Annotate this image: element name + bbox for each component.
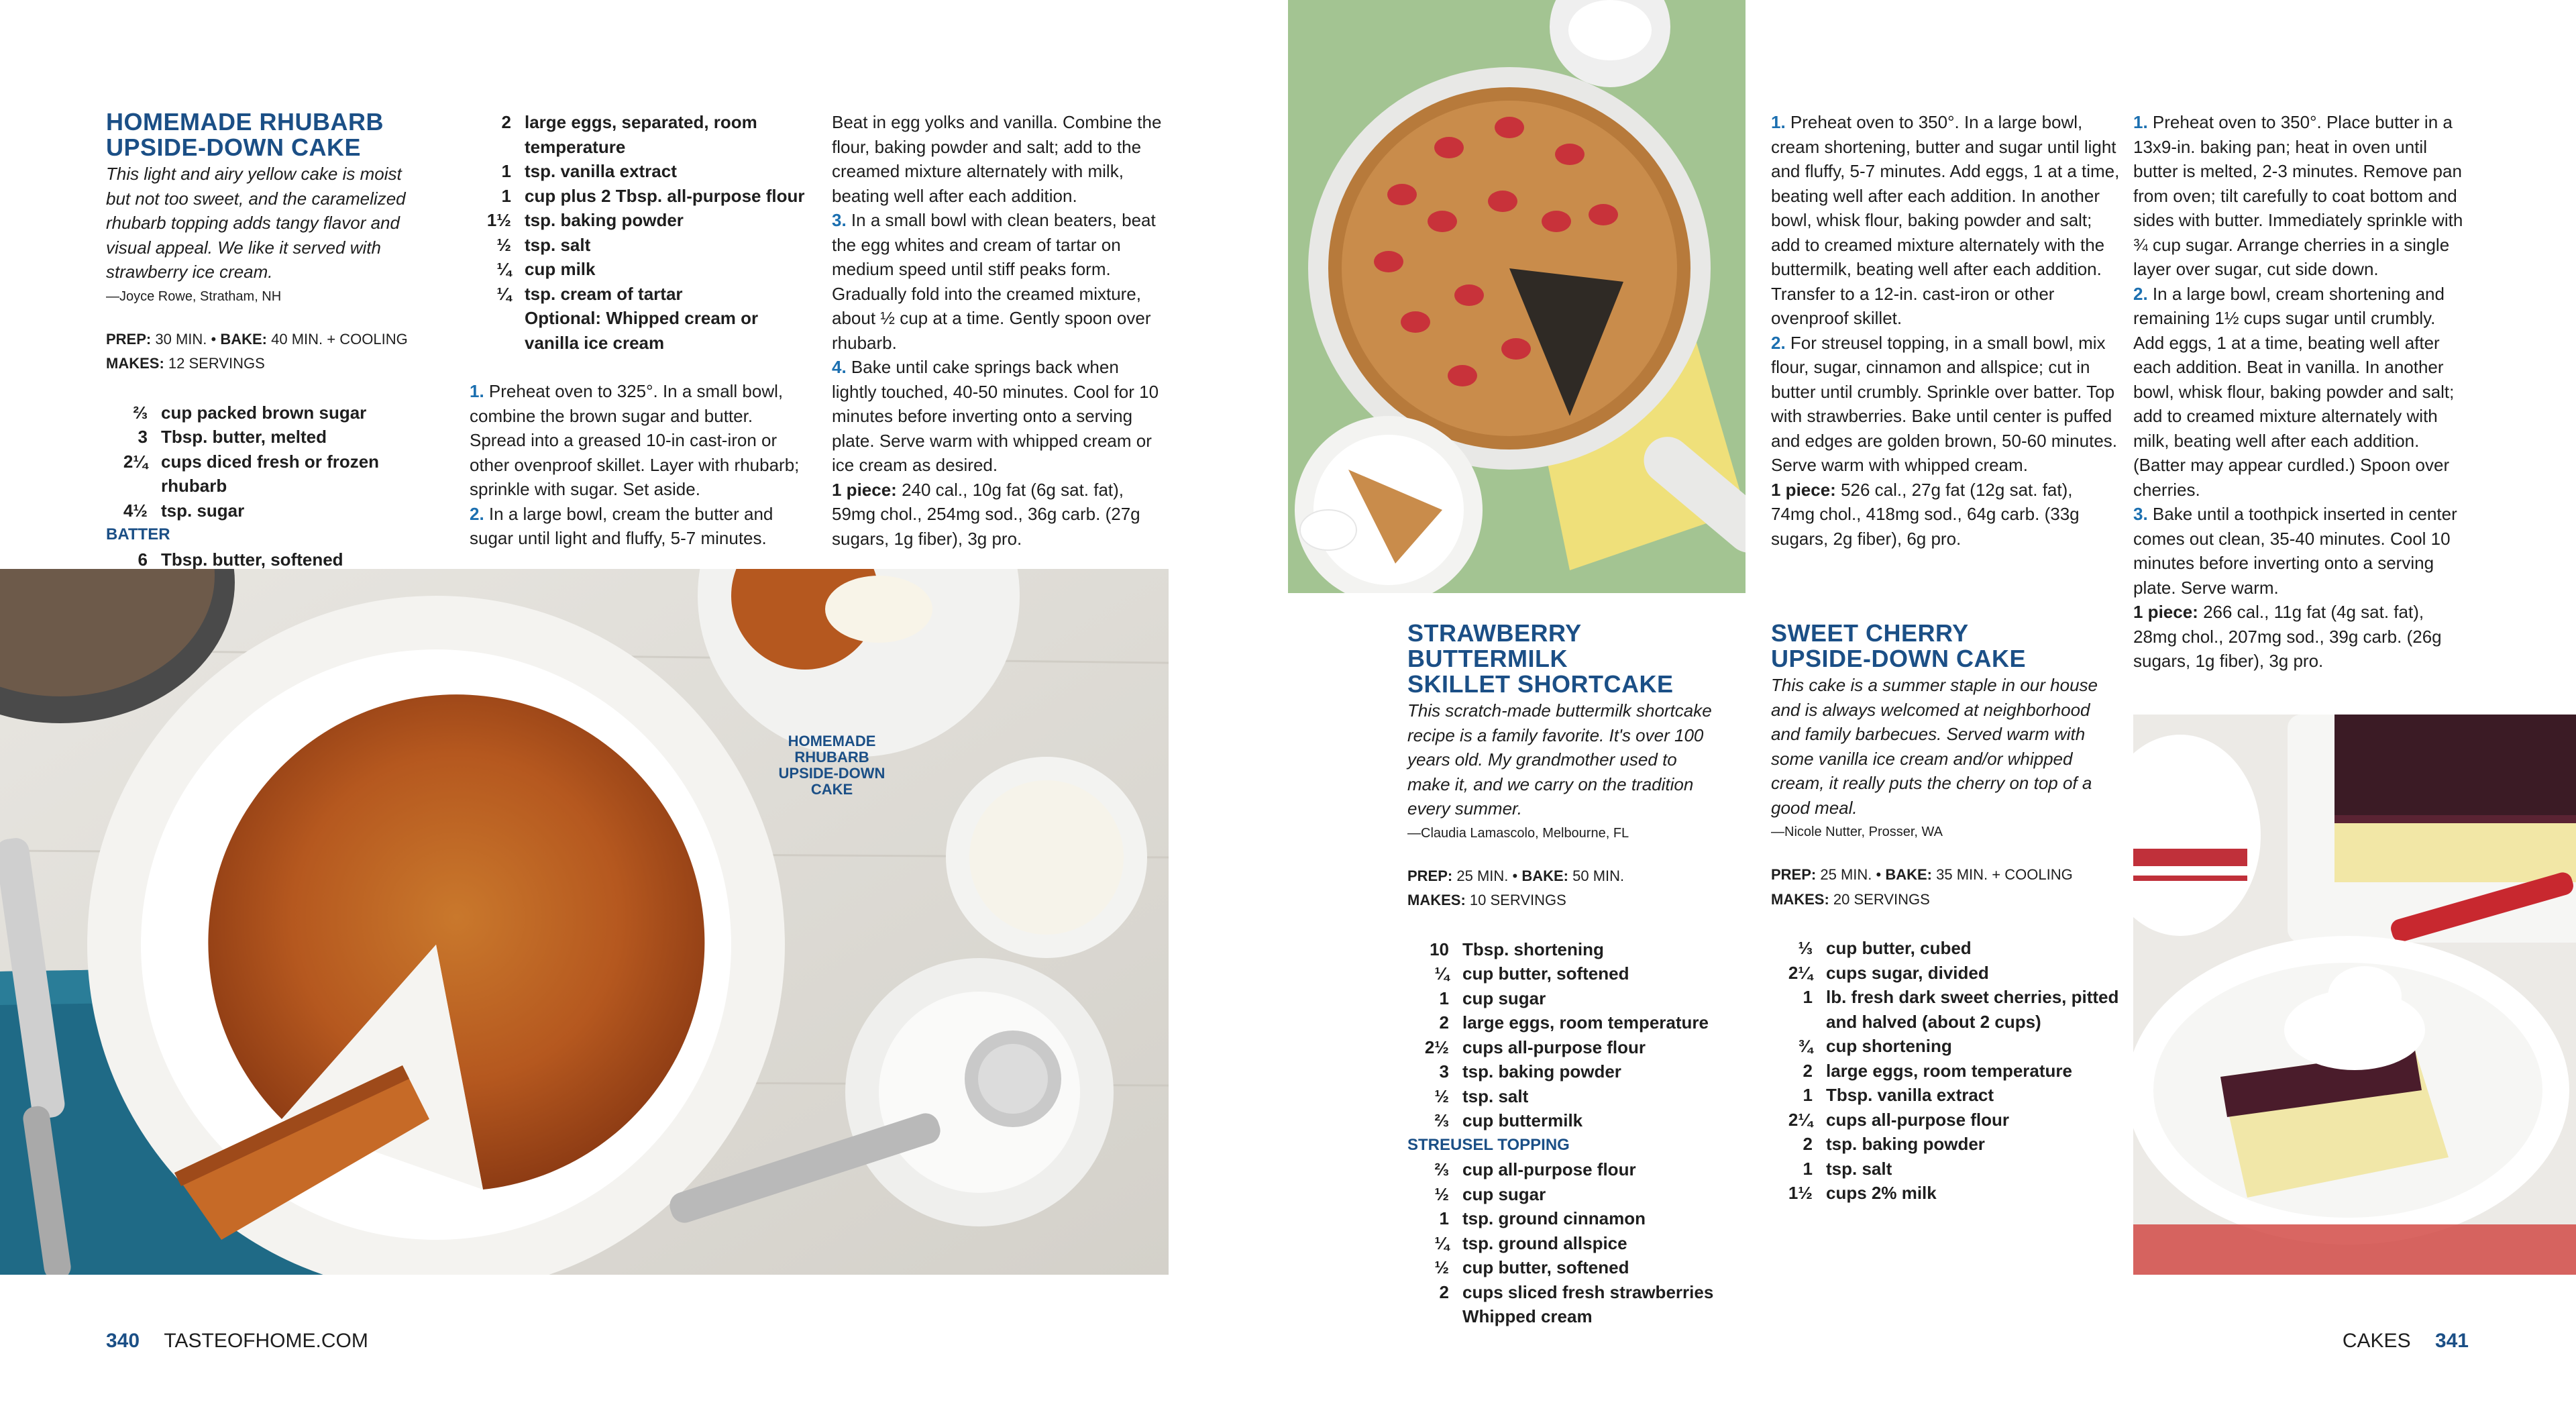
ingredient: ¼ cup butter, softened: [1434, 963, 1629, 984]
ingredient: 2 large eggs, room temperature: [1439, 1012, 1709, 1033]
right-folio: [2343, 1330, 2469, 1353]
bake-label: BAKE:: [1885, 866, 1933, 883]
rhubarb-column-2: [470, 110, 805, 551]
ingredient: 4½ tsp. sugar: [123, 500, 245, 521]
photo-caption-line-2: UPSIDE-DOWN CAKE: [778, 765, 885, 798]
left-page-number: 340: [106, 1330, 140, 1352]
ingredient: 3 Tbsp. butter, melted: [138, 427, 327, 447]
makes-label: MAKES:: [1771, 890, 1829, 908]
prep-label: PREP:: [106, 330, 152, 348]
cherry-recipe: [1771, 621, 2120, 1206]
ingredient: 6 Tbsp. butter, softened: [138, 549, 343, 570]
cherry-cake-photo-art: [2133, 715, 2576, 1275]
title-line-1: SWEET CHERRY: [1771, 619, 1969, 647]
section-name: CAKES: [2342, 1330, 2411, 1352]
rhubarb-column-3: [832, 110, 1167, 551]
rhubarb-makes: [106, 352, 415, 376]
ingredient: ⅔ cup buttermilk: [1434, 1110, 1583, 1130]
bake-label: BAKE:: [1521, 867, 1569, 884]
ingredient: ⅓ cup butter, cubed: [1798, 938, 1972, 958]
cherry-nutrition: 1 piece: 266 cal., 11g fat (4g sat. fat), 28mg chol., 207mg sod., 39g carb. (26g sugars, 1g fiber), 3g pro.: [2133, 602, 2442, 671]
ingredient: ⅔ cup packed brown sugar: [133, 402, 367, 423]
ingredient: 1 cup sugar: [1439, 988, 1546, 1008]
ingredient: 1 cup plus 2 Tbsp. all-purpose flour: [501, 185, 805, 206]
makes-value: 10 SERVINGS: [1469, 892, 1566, 908]
strawberry-prep-bake: [1407, 864, 1723, 889]
ingredient: ⅔ cup all-purpose flour: [1434, 1159, 1636, 1179]
ingredient: 1½ tsp. baking powder: [486, 210, 684, 230]
ingredient: 1 lb. fresh dark sweet cherries, pitted and halved (about 2 cups): [1803, 987, 2119, 1032]
rhubarb-cake-photo: [0, 569, 1169, 1275]
rhubarb-recipe-title: [106, 109, 415, 160]
ingredient: ½ tsp. salt: [1434, 1086, 1529, 1106]
bake-label: BAKE:: [220, 330, 268, 348]
makes-label: MAKES:: [106, 355, 164, 372]
strawberry-recipe-title: [1407, 621, 1723, 697]
cherry-prep-bake: [1771, 863, 2120, 888]
strawberry-shortcake-photo-art: [1288, 0, 1746, 593]
strawberry-step-1: 1. Preheat oven to 350°. In a large bowl, cream shortening, butter and sugar until light and fluffy, 5-7 minutes. Add eggs, 1 at a time, beating well after each addition. In another bowl, whisk flour, baking powder and salt; add to creamed mixture alternately with the buttermilk, beating well after each addition. Transfer to a 12-in. cast-iron or other ovenproof skillet.: [1771, 112, 2120, 328]
ingredient: 2 cups sliced fresh strawberries: [1439, 1281, 1714, 1302]
prep-value: 25 MIN. •: [1820, 866, 1882, 883]
prep-label: PREP:: [1771, 866, 1817, 883]
cherry-step-2: 2. In a large bowl, cream shortening and remaining 1½ cups sugar until crumbly. Add eggs, 1 at a time, beating well after each addition. Beat in vanilla. In another bowl, whisk flour, baking powder and salt; add to creamed mixture alternately with milk, beating well after each addition. (Batter may appear curdled.) Spoon over cherries.: [2133, 283, 2455, 500]
rhubarb-step-3: 3. In a small bowl with clean beaters, beat the egg whites and cream of tartar on medium speed until stiff peaks form. Gradually fold into the creamed mixture, about ½ cup at a time. Gently spoon over rhubarb.: [832, 210, 1156, 353]
photo-caption: [758, 733, 906, 798]
right-page-number: 341: [2434, 1330, 2469, 1352]
rhubarb-ingredients-top: [106, 401, 415, 523]
ingredient: ¾ cup shortening: [1798, 1036, 1952, 1056]
cherry-cake-photo: [2133, 715, 2576, 1275]
strawberry-nutrition: 1 piece: 526 cal., 27g fat (12g sat. fat), 74mg chol., 418mg sod., 64g carb. (33g sugars, 2g fiber), 6g pro.: [1771, 479, 2080, 549]
rhubarb-recipe-header: [106, 109, 415, 596]
bake-value: 35 MIN. + COOLING: [1936, 866, 2073, 883]
strawberry-ingredients: [1407, 937, 1723, 1133]
ingredient: 2¼ cups all-purpose flour: [1788, 1109, 2010, 1130]
ingredient: 2¼ cups sugar, divided: [1788, 962, 1989, 983]
ingredient: 1 tsp. vanilla extract: [501, 161, 677, 181]
streusel-heading: STREUSEL TOPPING: [1407, 1135, 1570, 1154]
rhubarb-cake-photo-art: [0, 569, 1169, 1275]
ingredient: 2 tsp. baking powder: [1803, 1134, 1985, 1154]
ingredient: 1 tsp. ground cinnamon: [1439, 1208, 1646, 1228]
site-name: TASTEOFHOME.COM: [164, 1330, 368, 1352]
rhubarb-step-2-continued: Beat in egg yolks and vanilla. Combine the flour, baking powder and salt; add to the creamed mixture alternately with milk, beating well after each addition.: [832, 112, 1162, 206]
ingredient: ¼ tsp. ground allspice: [1434, 1232, 1627, 1253]
strawberry-recipe: [1407, 621, 1723, 1329]
rhubarb-batter-ingredients-b: [470, 110, 805, 355]
title-line-2: SKILLET SHORTCAKE: [1407, 670, 1674, 698]
rhubarb-step-1: 1. Preheat oven to 325°. In a small bowl, combine the brown sugar and butter. Spread into a greased 10-in cast-iron or other ovenproof skillet. Layer with rhubarb; sprinkle with sugar. Set aside.: [470, 381, 800, 499]
photo-caption-line-1: HOMEMADE RHUBARB: [788, 733, 876, 766]
strawberry-step-2: 2. For streusel topping, in a small bowl, mix flour, sugar, cinnamon and allspice; cut in butter until crumbly. Sprinkle over batter. Top with strawberries. Bake until center is puffed and edges are golden brown, 50-60 minutes. Serve warm with whipped cream.: [1771, 332, 2118, 475]
ingredient: 2¼ cups diced fresh or frozen rhubarb: [123, 451, 380, 496]
makes-value: 12 SERVINGS: [168, 355, 265, 372]
makes-value: 20 SERVINGS: [1833, 890, 1930, 908]
strawberry-intro: This scratch-made buttermilk shortcake recipe is a family favorite. It's over 100 years old. My grandmother used to make it, and we carry on the tradition every summer.: [1407, 700, 1712, 819]
strawberry-shortcake-photo: [1288, 0, 1746, 593]
prep-label: PREP:: [1407, 867, 1453, 884]
ingredient: 2½ cups all-purpose flour: [1424, 1037, 1646, 1057]
ingredient: 1½ cups 2% milk: [1788, 1183, 1937, 1203]
cherry-recipe-title: [1771, 621, 2120, 672]
bake-value: 50 MIN.: [1572, 867, 1625, 884]
rhubarb-intro: This light and airy yellow cake is moist but not too sweet, and the caramelized rhubarb topping adds tangy flavor and visual appeal. We like it served with strawberry ice cream.: [106, 164, 406, 282]
title-line-1: STRAWBERRY BUTTERMILK: [1407, 619, 1582, 672]
ingredient: 2 large eggs, room temperature: [1803, 1060, 2072, 1081]
makes-label: MAKES:: [1407, 892, 1466, 908]
cherry-makes: [1771, 888, 2120, 912]
rhubarb-step-2: 2. In a large bowl, cream the butter and sugar until light and fluffy, 5-7 minutes.: [470, 503, 773, 548]
cherry-byline: —Nicole Nutter, Prosser, WA: [1771, 825, 1943, 839]
rhubarb-prep-bake: [106, 327, 415, 352]
ingredient: 1 tsp. salt: [1803, 1158, 1892, 1179]
cherry-ingredients: [1771, 936, 2120, 1206]
streusel-ingredients: [1407, 1157, 1723, 1329]
title-line-2: UPSIDE-DOWN CAKE: [1771, 645, 2027, 672]
strawberry-directions: [1771, 110, 2120, 551]
ingredient: 1 Tbsp. vanilla extract: [1803, 1085, 1994, 1105]
cherry-intro: This cake is a summer staple in our house and is always welcomed at neighborhood and family barbecues. Served warm with some vanilla ice cream and/or whipped cream, it really puts the cherry on top of a good meal.: [1771, 675, 2098, 818]
ingredient: 10 Tbsp. shortening: [1430, 939, 1604, 959]
ingredient: ½ tsp. salt: [496, 234, 591, 255]
batter-heading: BATTER: [106, 525, 170, 543]
strawberry-byline: —Claudia Lamascolo, Melbourne, FL: [1407, 825, 1629, 841]
ingredient: ¼ cup milk: [496, 259, 596, 279]
ingredient: ½ cup butter, softened: [1434, 1257, 1629, 1277]
left-folio: [106, 1330, 368, 1353]
cherry-step-3: 3. Bake until a toothpick inserted in center comes out clean, 35-40 minutes. Cool 10 minutes before inverting onto a serving plate. Serve warm.: [2133, 504, 2457, 598]
cherry-directions: [2133, 110, 2469, 674]
ingredient: Optional: Whipped cream or vanilla ice cream: [525, 308, 759, 353]
prep-value: 25 MIN. •: [1456, 867, 1518, 884]
ingredient: 2 large eggs, separated, room temperature: [501, 112, 757, 157]
rhubarb-step-4: 4. Bake until cake springs back when lightly touched, 40-50 minutes. Cool for 10 minutes before inverting onto a serving plate. Serve warm with whipped cream or ice cream as desired.: [832, 357, 1159, 475]
ingredient: ½ cup sugar: [1434, 1183, 1546, 1204]
ingredient: Whipped cream: [1462, 1306, 1593, 1326]
rhubarb-nutrition: 1 piece: 240 cal., 10g fat (6g sat. fat), 59mg chol., 254mg sod., 36g carb. (27g sugars, 1g fiber), 3g pro.: [832, 479, 1140, 549]
title-line-2: UPSIDE-DOWN CAKE: [106, 134, 362, 161]
strawberry-makes: [1407, 888, 1723, 913]
rhubarb-byline: —Joyce Rowe, Stratham, NH: [106, 288, 282, 304]
prep-value: 30 MIN. •: [155, 330, 217, 348]
title-line-1: HOMEMADE RHUBARB: [106, 108, 384, 136]
ingredient: 3 tsp. baking powder: [1439, 1061, 1621, 1081]
bake-value: 40 MIN. + COOLING: [271, 330, 408, 348]
ingredient: ¼ tsp. cream of tartar: [496, 283, 683, 304]
cherry-step-1: 1. Preheat oven to 350°. Place butter in a 13x9-in. baking pan; heat in oven until butter is melted, 2-3 minutes. Remove pan from oven; tilt carefully to coat bottom and sides with butter. Immediately sprinkle with ¾ cup sugar. Arrange cherries in a single layer over sugar, cut side down.: [2133, 112, 2463, 279]
